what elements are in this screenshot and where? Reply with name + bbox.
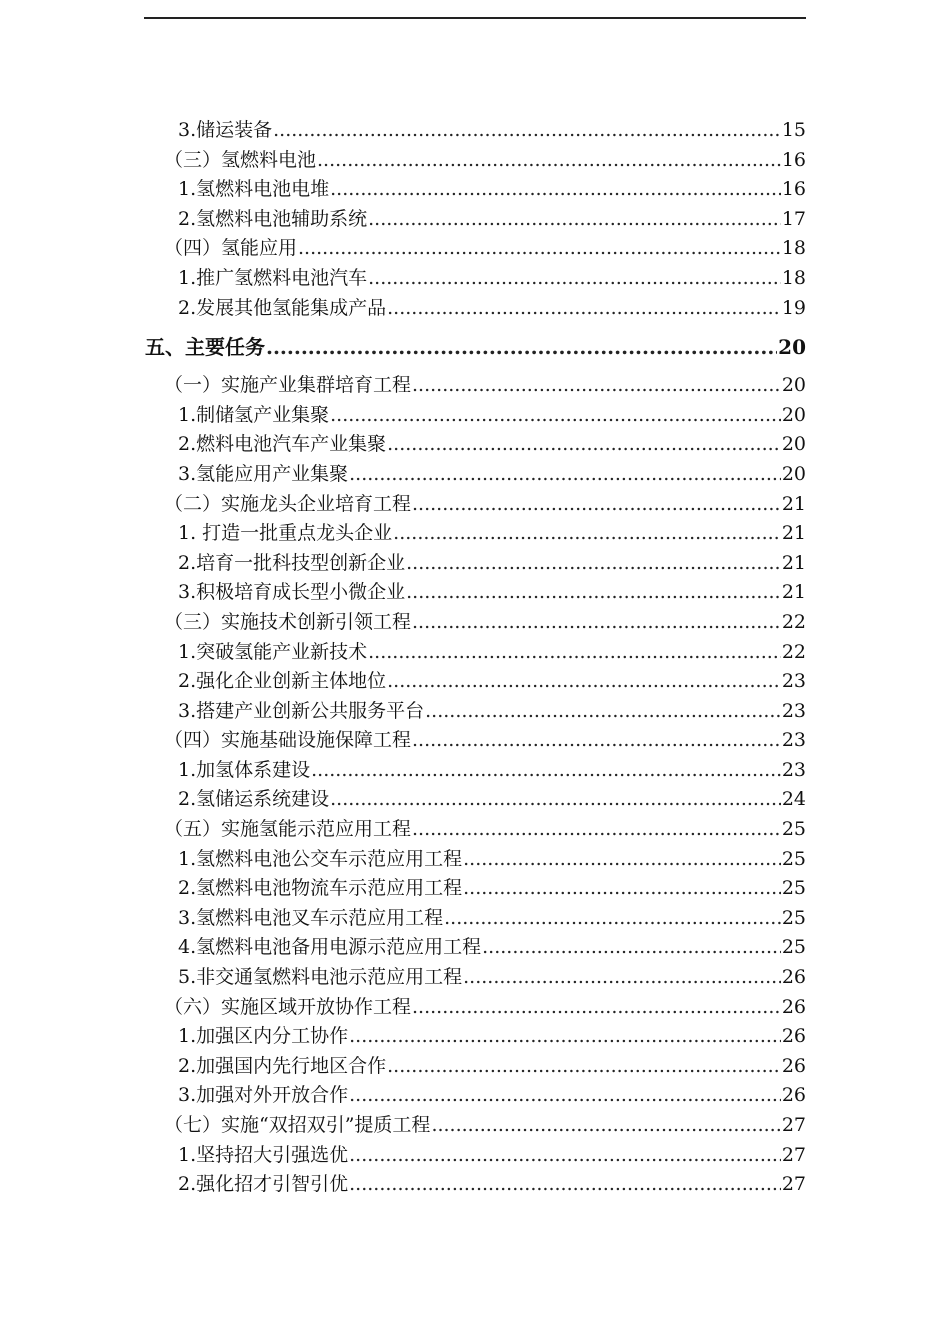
toc-page-number: 25: [781, 906, 806, 929]
toc-entry-label: 1.推广氢燃料电池汽车: [178, 266, 368, 289]
toc-entry-label: 2.氢储运系统建设: [178, 788, 330, 811]
toc-section-entry[interactable]: [0, 993, 806, 1023]
toc-entry-label: 3.氢燃料电池叉车示范应用工程: [178, 906, 444, 929]
toc-section-entry[interactable]: [0, 608, 806, 638]
toc-dot-leader: [349, 460, 781, 490]
toc-dot-leader: [368, 638, 781, 668]
toc-entry-label: （四）实施基础设施保障工程: [164, 729, 412, 752]
toc-page-number: 25: [781, 877, 806, 900]
toc-dot-leader: [412, 371, 781, 401]
toc-page-number: 20: [781, 433, 806, 456]
toc-entry-label: 五、主要任务: [145, 335, 265, 360]
toc-dot-leader: [273, 116, 781, 146]
toc-dot-leader: [431, 1111, 780, 1141]
toc-entry-label: （一）实施产业集群培育工程: [164, 374, 412, 397]
toc-entry-label: （七）实施“双招双引”提质工程: [164, 1114, 431, 1136]
toc-entry-label: （二）实施龙头企业培育工程: [164, 492, 412, 515]
toc-page-number: 23: [781, 758, 806, 781]
toc-subsection-entry[interactable]: [0, 519, 806, 549]
toc-dot-leader: [349, 1022, 781, 1052]
toc-page-number: 22: [781, 640, 806, 663]
table-of-contents: [0, 116, 950, 1200]
toc-dot-leader: [349, 1170, 781, 1200]
toc-subsection-entry[interactable]: [0, 963, 806, 993]
toc-entry-label: （三）实施技术创新引领工程: [164, 610, 412, 633]
toc-dot-leader: [412, 993, 781, 1023]
toc-dot-leader: [330, 785, 781, 815]
toc-dot-leader: [387, 1052, 781, 1082]
toc-page-number: 20: [781, 462, 806, 485]
toc-page-number: 24: [781, 788, 806, 811]
toc-subsection-entry[interactable]: [0, 549, 806, 579]
toc-dot-leader: [266, 323, 777, 371]
toc-subsection-entry[interactable]: [0, 904, 806, 934]
toc-entry-label: 4.氢燃料电池备用电源示范应用工程: [178, 936, 482, 959]
toc-dot-leader: [317, 146, 781, 176]
toc-page-number: 26: [781, 995, 806, 1018]
toc-entry-label: 5.非交通氢燃料电池示范应用工程: [178, 966, 463, 989]
toc-page-number: 25: [781, 818, 806, 841]
toc-entry-label: 2.培育一批科技型创新企业: [178, 551, 406, 574]
toc-subsection-entry[interactable]: [0, 205, 806, 235]
toc-entry-label: 3.搭建产业创新公共服务平台: [178, 699, 425, 722]
toc-entry-label: 3.氢能应用产业集聚: [178, 462, 349, 485]
toc-subsection-entry[interactable]: [0, 175, 806, 205]
toc-subsection-entry[interactable]: [0, 697, 806, 727]
toc-section-entry[interactable]: [0, 234, 806, 264]
toc-entry-label: （三）氢燃料电池: [164, 148, 317, 171]
toc-entry-label: 2.燃料电池汽车产业集聚: [178, 433, 387, 456]
toc-dot-leader: [330, 401, 781, 431]
toc-dot-leader: [387, 667, 781, 697]
toc-subsection-entry[interactable]: [0, 460, 806, 490]
toc-page-number: 26: [781, 1054, 806, 1077]
toc-page-number: 18: [781, 266, 806, 289]
toc-dot-leader: [463, 874, 781, 904]
toc-page-number: 19: [781, 296, 806, 319]
toc-dot-leader: [406, 578, 781, 608]
toc-entry-label: 3.储运装备: [178, 119, 273, 141]
toc-dot-leader: [412, 608, 781, 638]
toc-subsection-entry[interactable]: [0, 933, 806, 963]
toc-page-number: 27: [781, 1114, 806, 1136]
toc-dot-leader: [330, 175, 781, 205]
toc-page-number: 21: [781, 551, 806, 574]
toc-section-entry[interactable]: [0, 371, 806, 401]
toc-entry-label: 1.坚持招大引强选优: [178, 1143, 349, 1166]
toc-subsection-entry[interactable]: [0, 578, 806, 608]
toc-page-number: 27: [781, 1173, 806, 1196]
toc-dot-leader: [393, 519, 781, 549]
toc-dot-leader: [349, 1081, 781, 1111]
toc-subsection-entry[interactable]: [0, 667, 806, 697]
toc-dot-leader: [463, 963, 781, 993]
toc-subsection-entry[interactable]: [0, 1081, 806, 1111]
toc-entry-label: 1.突破氢能产业新技术: [178, 640, 368, 663]
toc-entry-label: 2.发展其他氢能集成产品: [178, 296, 387, 319]
toc-dot-leader: [425, 697, 781, 727]
toc-page-number: 17: [781, 207, 806, 230]
toc-section-entry[interactable]: [0, 1111, 806, 1141]
toc-page-number: 20: [781, 403, 806, 426]
toc-page-number: 20: [781, 374, 806, 397]
toc-subsection-entry[interactable]: [0, 638, 806, 668]
toc-entry-label: （四）氢能应用: [164, 237, 298, 260]
toc-entry-label: 2.强化企业创新主体地位: [178, 670, 387, 693]
toc-entry-label: 3.加强对外开放合作: [178, 1084, 349, 1107]
toc-page-number: 22: [781, 610, 806, 633]
toc-subsection-entry[interactable]: [0, 874, 806, 904]
toc-subsection-entry[interactable]: [0, 845, 806, 875]
toc-dot-leader: [387, 430, 781, 460]
toc-page-number: 21: [781, 492, 806, 515]
toc-subsection-entry[interactable]: [0, 785, 806, 815]
toc-subsection-entry[interactable]: [0, 264, 806, 294]
toc-entry-label: 1. 打造一批重点龙头企业: [178, 522, 393, 545]
toc-page-number: 15: [781, 119, 806, 141]
toc-dot-leader: [463, 845, 781, 875]
toc-dot-leader: [349, 1141, 781, 1171]
toc-section-entry[interactable]: [0, 490, 806, 520]
toc-dot-leader: [368, 205, 781, 235]
toc-page-number: 21: [781, 522, 806, 545]
toc-entry-label: 2.氢燃料电池物流车示范应用工程: [178, 877, 463, 900]
toc-entry-label: 2.加强国内先行地区合作: [178, 1054, 387, 1077]
toc-section-entry[interactable]: [0, 726, 806, 756]
toc-entry-label: （六）实施区域开放协作工程: [164, 995, 412, 1018]
toc-dot-leader: [444, 904, 781, 934]
toc-page-number: 23: [781, 670, 806, 693]
toc-entry-label: （五）实施氢能示范应用工程: [164, 818, 412, 841]
toc-dot-leader: [298, 234, 781, 264]
toc-page-number: 27: [781, 1143, 806, 1166]
toc-entry-label: 1.制储氢产业集聚: [178, 403, 330, 426]
toc-dot-leader: [311, 756, 781, 786]
toc-subsection-entry[interactable]: [0, 294, 806, 324]
toc-page-number: 26: [781, 966, 806, 989]
toc-dot-leader: [387, 294, 781, 324]
toc-dot-leader: [412, 815, 781, 845]
toc-page-number: 25: [781, 936, 806, 959]
toc-entry-label: 1.氢燃料电池电堆: [178, 178, 330, 201]
toc-section-entry[interactable]: [0, 815, 806, 845]
toc-dot-leader: [368, 264, 781, 294]
toc-subsection-entry[interactable]: [0, 401, 806, 431]
toc-dot-leader: [406, 549, 781, 579]
toc-page-number: 16: [781, 148, 806, 171]
toc-entry-label: 3.积极培育成长型小微企业: [178, 581, 406, 604]
toc-entry-label: 1.加强区内分工协作: [178, 1025, 349, 1048]
toc-dot-leader: [482, 933, 781, 963]
toc-page-number: 18: [781, 237, 806, 260]
toc-page-number: 25: [781, 847, 806, 870]
toc-page-number: 23: [781, 729, 806, 752]
toc-page-number: 20: [778, 335, 806, 360]
toc-subsection-entry[interactable]: [0, 756, 806, 786]
header-rule: [144, 17, 806, 19]
toc-entry-label: 2.强化招才引智引优: [178, 1173, 349, 1196]
toc-subsection-entry[interactable]: [0, 1141, 806, 1171]
toc-page-number: 26: [781, 1025, 806, 1048]
toc-page-number: 23: [781, 699, 806, 722]
toc-subsection-entry[interactable]: [0, 1052, 806, 1082]
toc-subsection-entry[interactable]: [0, 430, 806, 460]
toc-subsection-entry[interactable]: [0, 1170, 806, 1200]
toc-entry-label: 1.加氢体系建设: [178, 758, 311, 781]
toc-entry-label: 1.氢燃料电池公交车示范应用工程: [178, 847, 463, 870]
toc-dot-leader: [412, 490, 781, 520]
toc-page-number: 21: [781, 581, 806, 604]
toc-page-number: 16: [781, 178, 806, 201]
toc-page-number: 26: [781, 1084, 806, 1107]
toc-section-entry[interactable]: [0, 146, 806, 176]
toc-subsection-entry[interactable]: [0, 116, 806, 146]
toc-dot-leader: [412, 726, 781, 756]
toc-entry-label: 2.氢燃料电池辅助系统: [178, 207, 368, 230]
toc-chapter-entry[interactable]: [0, 323, 806, 371]
toc-subsection-entry[interactable]: [0, 1022, 806, 1052]
